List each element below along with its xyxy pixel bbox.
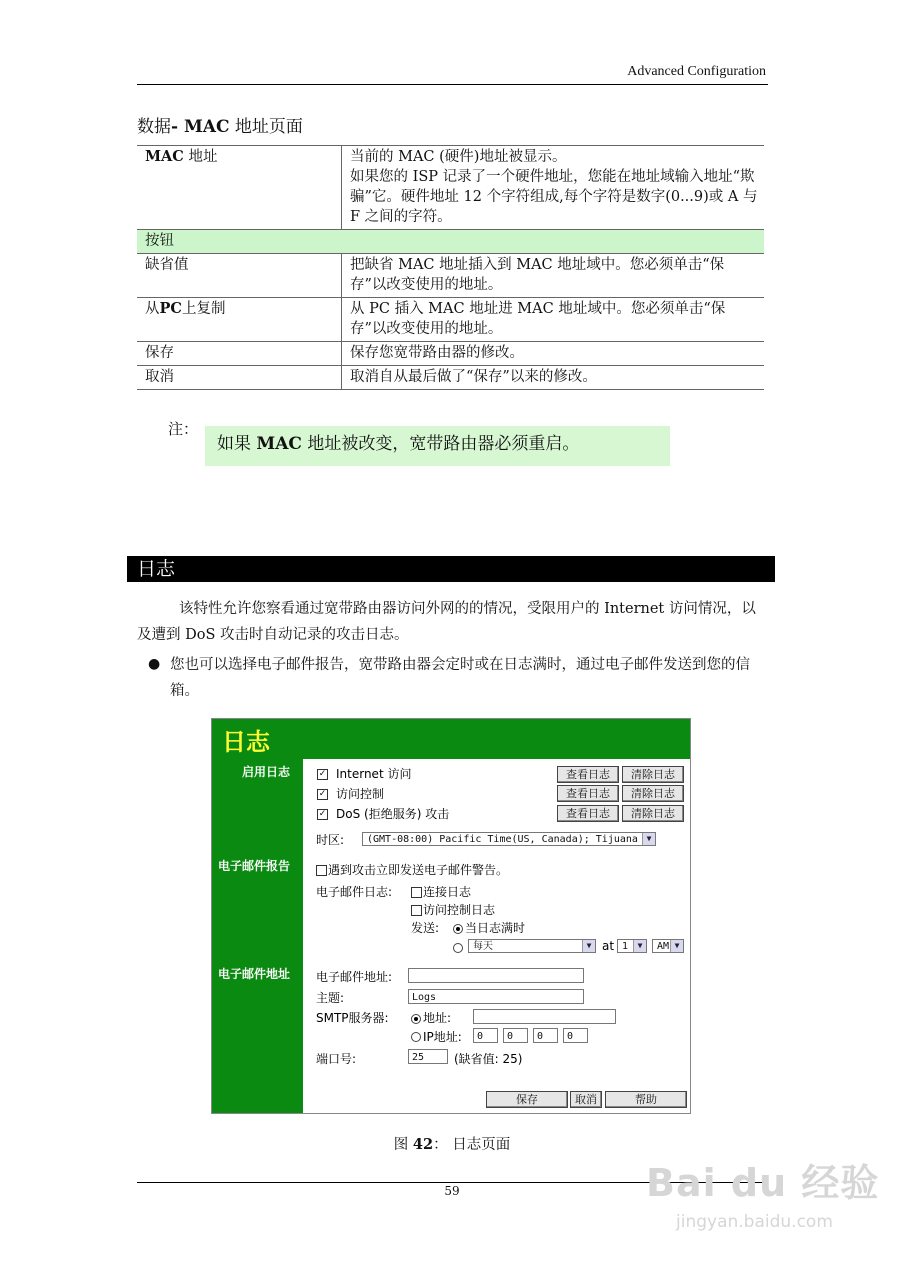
- help-button[interactable]: 帮助: [605, 1091, 687, 1108]
- title-prefix: 数据: [137, 117, 171, 137]
- ip-octet-input[interactable]: 0: [473, 1028, 498, 1043]
- ip-octet-input[interactable]: 0: [533, 1028, 558, 1043]
- caption-suffix: ： 日志页面: [433, 1137, 511, 1153]
- label-text: 地址: [183, 149, 218, 165]
- ui-sidebar: [212, 759, 303, 1113]
- ui-title: 日志: [222, 728, 270, 756]
- subject-input[interactable]: Logs: [408, 989, 584, 1004]
- view-log-button[interactable]: 查看日志: [557, 766, 619, 783]
- timezone-label: 时区:: [316, 833, 345, 847]
- port-label: 端口号:: [316, 1052, 357, 1066]
- figure-caption: [0, 1133, 904, 1154]
- smtp-ip-label: IP地址:: [423, 1030, 462, 1044]
- timezone-value: (GMT-08:00) Pacific Time(US, Canada); Tijuana: [367, 834, 638, 845]
- daily-radio[interactable]: [453, 943, 463, 953]
- connect-log-label: 连接日志: [423, 885, 472, 899]
- group-label: 按钮: [137, 230, 764, 254]
- side-label-email-report: 电子邮件报告: [218, 859, 291, 873]
- ampm-select[interactable]: [652, 939, 684, 953]
- mac-table: [137, 145, 764, 390]
- smtp-address-label: 地址:: [423, 1011, 452, 1025]
- clear-log-button[interactable]: 清除日志: [622, 766, 684, 783]
- log-item-label: DoS (拒绝服务) 攻击: [336, 807, 450, 821]
- chevron-down-icon: ▼: [582, 940, 595, 952]
- access-log-email-checkbox[interactable]: [411, 905, 422, 916]
- table-row: [137, 366, 764, 390]
- side-label-email-addr: 电子邮件地址: [218, 967, 291, 981]
- chevron-down-icon: ▼: [642, 833, 655, 845]
- at-label: at: [602, 939, 615, 953]
- row-label: 取消: [137, 366, 342, 390]
- chevron-down-icon: ▼: [633, 940, 646, 952]
- when-full-label: 当日志满时: [465, 921, 526, 935]
- mac-section-title: [137, 112, 303, 137]
- log-paragraph: 该特性允许您察看通过宽带路由器访问外网的的情况，受限用户的 Internet 访问情况，以及遭到 DoS 攻击时自动记录的攻击日志。: [137, 601, 756, 643]
- chevron-down-icon: ▼: [670, 940, 683, 952]
- note-pre: 如果: [217, 434, 257, 454]
- email-addr-input[interactable]: [408, 968, 584, 983]
- row-desc: 取消自从最后做了“保存”以来的修改。: [342, 366, 765, 390]
- save-button[interactable]: 保存: [486, 1091, 568, 1108]
- cancel-button[interactable]: 取消: [570, 1091, 602, 1108]
- row-desc: 从 PC 插入 MAC 地址进 MAC 地址域中。您必须单击“保存”以改变使用的地址。: [342, 298, 765, 342]
- label-bold: PC: [159, 300, 182, 317]
- send-label: 发送:: [411, 921, 440, 935]
- clear-log-button[interactable]: 清除日志: [622, 785, 684, 802]
- connect-log-checkbox[interactable]: [411, 887, 422, 898]
- title-suffix: 地址页面: [229, 117, 303, 137]
- caption-number: 42: [412, 1136, 434, 1153]
- header-rule: [137, 84, 768, 85]
- ui-title-bar: [212, 719, 690, 759]
- smtp-label: SMTP服务器:: [316, 1011, 389, 1025]
- label-text: 上复制: [181, 301, 226, 317]
- side-label-enable-log: 启用日志: [242, 765, 291, 779]
- table-row: [137, 146, 764, 230]
- smtp-address-input[interactable]: [473, 1009, 616, 1024]
- watermark-url: jingyan.baidu.com: [676, 1212, 833, 1232]
- bullet-icon: ●: [148, 656, 161, 672]
- ip-octet-input[interactable]: 0: [503, 1028, 528, 1043]
- log-page-screenshot: [211, 718, 691, 1114]
- caption-prefix: 图: [393, 1137, 413, 1153]
- when-full-radio[interactable]: [453, 924, 463, 934]
- log-item-label: Internet 访问: [336, 767, 412, 781]
- smtp-address-radio[interactable]: [411, 1014, 421, 1024]
- row-desc: 把缺省 MAC 地址插入到 MAC 地址域中。您必须单击“保存”以改变使用的地址。: [342, 254, 765, 298]
- daily-select[interactable]: [468, 939, 596, 953]
- hour-select[interactable]: [617, 939, 647, 953]
- label-bold: MAC: [145, 148, 184, 165]
- view-log-button[interactable]: 查看日志: [557, 805, 619, 822]
- port-input[interactable]: 25: [408, 1049, 448, 1064]
- alert-checkbox[interactable]: [316, 865, 327, 876]
- port-default-text: (缺省值: 25): [454, 1052, 523, 1066]
- access-log-email-label: 访问控制日志: [423, 903, 496, 917]
- row-label: 缺省值: [137, 254, 342, 298]
- page-number: 59: [444, 1184, 460, 1198]
- table-group-row: [137, 230, 764, 254]
- ampm-value: AM: [657, 941, 670, 952]
- access-log-checkbox[interactable]: ✓: [318, 789, 327, 799]
- note-label: 注：: [168, 420, 199, 438]
- title-bold: - MAC: [171, 117, 230, 137]
- daily-value: 每天: [473, 941, 493, 952]
- row-label: [137, 146, 342, 230]
- row-desc: 保存您宽带路由器的修改。: [342, 342, 765, 366]
- label-pre: 从: [145, 301, 160, 317]
- row-label: [137, 298, 342, 342]
- watermark-logo: Bai du 经验: [646, 1161, 880, 1205]
- note-box: [205, 426, 670, 466]
- dos-log-checkbox[interactable]: ✓: [318, 809, 327, 819]
- row-desc: 当前的 MAC (硬件)地址被显示。 如果您的 ISP 记录了一个硬件地址，您能在地址域输入地址“欺骗”它。硬件地址 12 个字符组成,每个字符是数字(0...9)或 A 与 F 之间的字符。: [342, 146, 765, 230]
- note-post: 地址被改变，宽带路由器必须重启。: [301, 434, 580, 454]
- row-label: 保存: [137, 342, 342, 366]
- log-section-heading: 日志: [127, 556, 775, 582]
- log-bullet-text: 您也可以选择电子邮件报告，宽带路由器会定时或在日志满时，通过电子邮件发送到您的信箱。: [170, 657, 750, 699]
- ip-octet-input[interactable]: 0: [563, 1028, 588, 1043]
- table-row: [137, 298, 764, 342]
- subject-label: 主题:: [316, 991, 345, 1005]
- alert-label: 遇到攻击立即发送电子邮件警告。: [328, 863, 509, 877]
- log-item-label: 访问控制: [336, 787, 385, 801]
- running-header: Advanced Configuration: [627, 64, 766, 79]
- timezone-select[interactable]: [362, 832, 656, 846]
- table-row: [137, 342, 764, 366]
- clear-log-button[interactable]: 清除日志: [622, 805, 684, 822]
- hour-value: 1: [622, 941, 629, 952]
- email-log-label: 电子邮件日志:: [316, 885, 393, 899]
- smtp-ip-radio[interactable]: [411, 1032, 421, 1042]
- email-addr-label: 电子邮件地址:: [316, 970, 393, 984]
- internet-log-checkbox[interactable]: ✓: [318, 769, 327, 779]
- view-log-button[interactable]: 查看日志: [557, 785, 619, 802]
- table-row: [137, 254, 764, 298]
- note-bold: MAC: [256, 434, 302, 454]
